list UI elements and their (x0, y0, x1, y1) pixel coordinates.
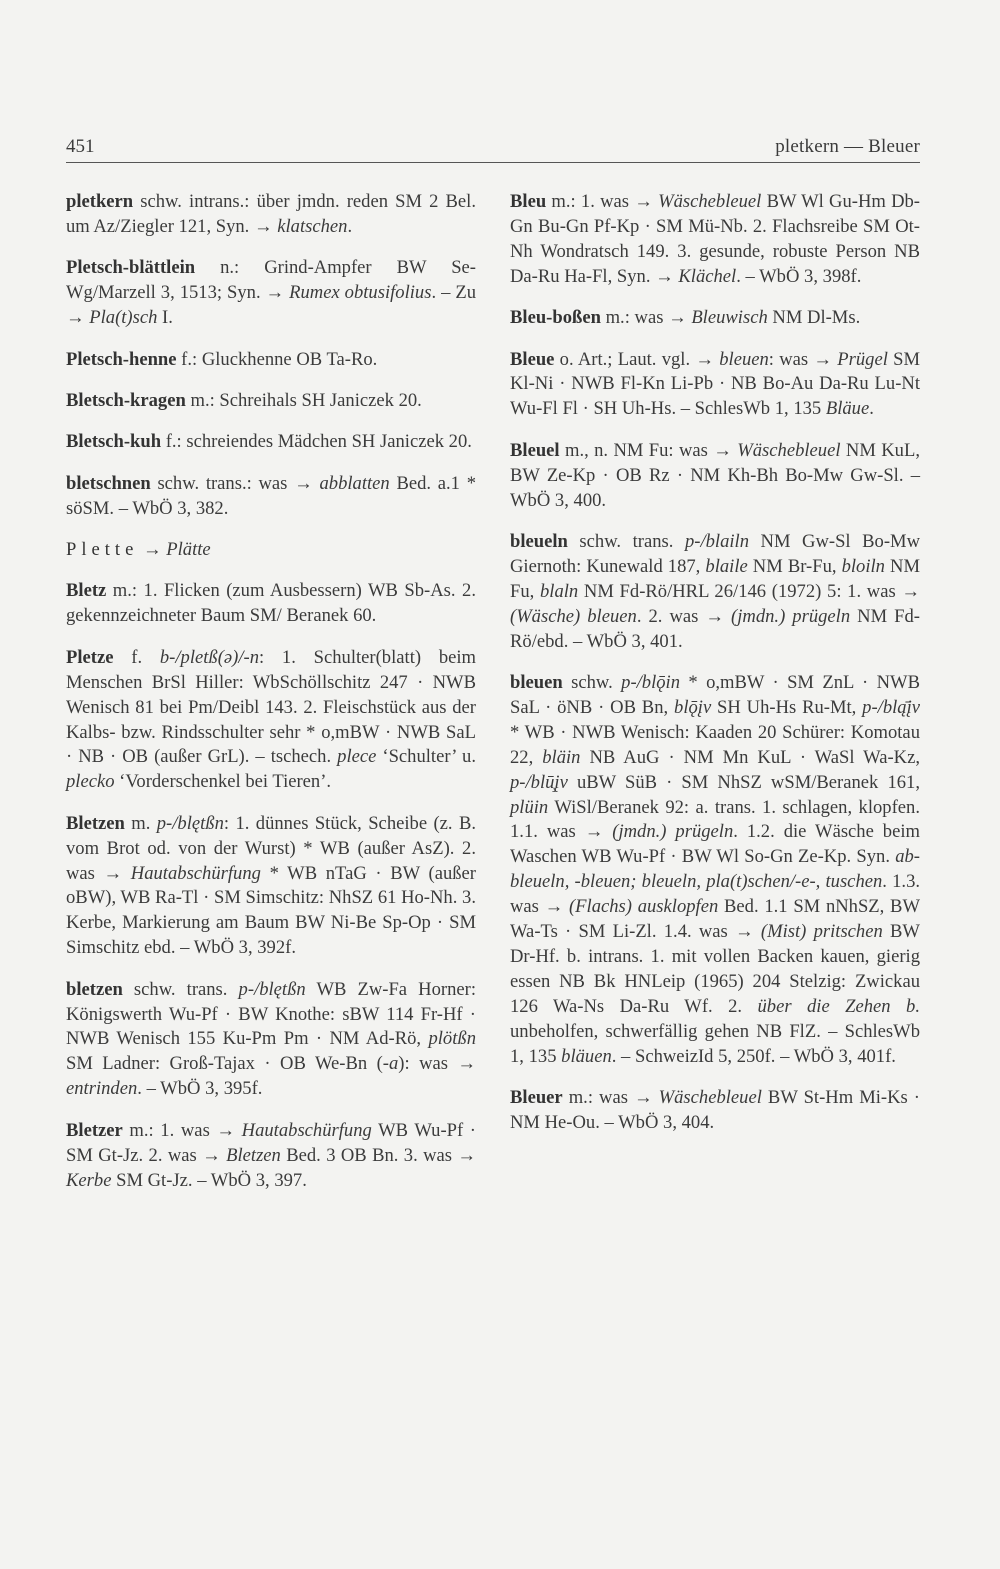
dictionary-entry (510, 530, 920, 655)
entry-text: SH Uh-Hs Ru-Mt, (711, 696, 863, 718)
entry-text: BW St-Hm Mi-Ks · NM He-Ou. – WbÖ 3, 404. (510, 1087, 920, 1133)
entry-lemma: Bleu (510, 191, 547, 212)
dictionary-entry (66, 812, 476, 961)
dictionary-entry (510, 348, 920, 423)
entry-text: m.: 1. was → (546, 191, 659, 212)
dictionary-entry (66, 348, 476, 373)
entry-lemma: pletkern (66, 191, 134, 212)
entry-text: NM Fd-Rö/HRL 26/146 (1972) 5: 1. was → (578, 580, 921, 602)
entry-text: Bed. 1.1 SM nNhSZ, BW Wa-Ts · SM Li-Zl. 1.4. was → (510, 896, 920, 943)
italic-term: Hautabschürfung (130, 862, 261, 884)
italic-term: Bleuwisch (691, 307, 768, 329)
dictionary-entry (66, 256, 476, 331)
entry-text: NM Fd-Rö/ebd. – WbÖ 3, 401. (510, 605, 920, 652)
entry-lemma: Bletzen (66, 812, 125, 834)
italic-term: Pla(t)sch (89, 307, 158, 329)
entry-lemma: Bleuel (510, 439, 560, 461)
italic-term: Plätte (166, 539, 211, 561)
italic-term: p-/blū̧įv (510, 771, 568, 793)
entry-lemma: Bletz (66, 580, 107, 602)
dictionary-entry (66, 538, 476, 563)
entry-text: o. Art.; Laut. vgl. → (554, 348, 720, 370)
right-column (510, 190, 920, 1152)
entry-text: : 1. Schulter(blatt) beim Menschen BrSl Hiller: WbSchöllschitz 247 · NWB Wenisch 81 bei Pm/Deibl 143. 2. Fleischstück aus der Kalbs- bzw. Rindsschulter sehr * o,mBW · NWB SaL · NB · OB (außer GrL). – tschech. (66, 646, 476, 768)
entry-text: schw. trans.: was → (150, 472, 320, 494)
entry-text: f.: schreiendes Mädchen SH Janiczek 20. (161, 431, 472, 453)
entry-lemma: Bletsch-kuh (66, 431, 162, 453)
entry-text: BW Wl Gu-Hm Db-Gn Bu-Gn Pf-Kp · SM Mü-Nb. 2. Flachsreibe SM Ot-Nh Wondratsch 149. 3. gesunde, robuste Person NB Da-Ru Ha-Fl, Syn. → (510, 191, 920, 287)
italic-term: Kerbe (66, 1169, 112, 1191)
entry-text: NM Br-Fu, (747, 555, 842, 577)
dictionary-entry (510, 306, 920, 331)
entry-text: NB AuG · NM Mn KuL · WaSl Wa-Kz, (580, 746, 921, 768)
entry-lemma: Bleuer (510, 1087, 563, 1108)
italic-term: p-/blǭin (621, 672, 681, 693)
dictionary-entry (66, 1119, 476, 1194)
entry-text: ): was → (398, 1053, 477, 1075)
entry-text: : was → (768, 348, 838, 370)
entry-text: WiSl/Beranek 92: a. trans. 1. schlagen, klopfen. 1.1. was → (510, 796, 920, 843)
entry-lemma: bletschnen (66, 472, 151, 494)
entry-lemma: bleuen (510, 672, 563, 693)
entry-text: . – WbÖ 3, 395f. (137, 1078, 263, 1100)
entry-text: NM Gw-Sl Bo-Mw Giernoth: Kunewald 187, (510, 530, 920, 577)
italic-term: p-/blętßn (156, 812, 224, 834)
entry-text: * o,mBW · SM ZnL · NWB SaL · öNB · OB Bn, (510, 672, 921, 718)
page-number: 451 (66, 136, 95, 157)
italic-term: p-/blailn (684, 530, 749, 552)
entry-lemma: Pletze (66, 646, 114, 668)
italic-term: Wäschebleuel (658, 1087, 762, 1108)
entry-text: SM Kl-Ni · NWB Fl-Kn Li-Pb · NB Bo-Au Da-Ru Lu-Nt Wu-Fl Fl · SH Uh-Hs. – SchlesWb 1, 135 (510, 348, 921, 420)
italic-term: blǭįv (674, 696, 712, 718)
italic-term: p-/blętßn (238, 978, 306, 1000)
entry-text: Bed. a.1 * söSM. – WbÖ 3, 382. (66, 472, 476, 519)
entry-text: * WB · NWB Wenisch: Kaaden 20 Schürer: Komotau 22, (510, 721, 920, 768)
entry-text: . – WbÖ 3, 398f. (736, 265, 862, 287)
header-rule (66, 162, 920, 163)
entry-text: m.: 1. was → (122, 1119, 242, 1141)
entry-text: → (138, 539, 167, 561)
italic-term: blaln (539, 580, 579, 602)
entry-text: WB Zw-Fa Horner: Königswerth Wu-Pf · BW Knothe: sBW 114 Fr-Hf · NWB Wenisch 155 Ku-Pm Pm · NM Ad-Rö, (66, 978, 476, 1050)
entry-text: ‘Schulter’ u. (376, 746, 476, 768)
italic-term: Bletzen (226, 1144, 281, 1166)
entry-text: Bed. 3 OB Bn. 3. was → (280, 1144, 476, 1166)
italic-term: (Mist) pritschen (760, 921, 883, 943)
dictionary-entry (510, 671, 920, 1070)
entry-text: . (347, 215, 353, 237)
entry-text: n.: Grind-Ampfer BW Se-Wg/Marzell 3, 1513; Syn. → (66, 257, 476, 304)
italic-term: p-/blą̄įv (862, 696, 921, 718)
page-header (66, 132, 920, 162)
dictionary-entry (66, 646, 476, 795)
entry-lemma: Bletsch-kragen (66, 389, 186, 411)
italic-term: Klächel (678, 265, 737, 287)
entry-text: unbeholfen, schwerfällig gehen NB FlZ. – SchlesWb 1, 135 (510, 1020, 920, 1067)
italic-term: plecko (66, 771, 115, 793)
entry-text: SM Gt-Jz. – WbÖ 3, 397. (111, 1169, 307, 1191)
entry-lemma: Bleu-boßen (510, 307, 601, 329)
entry-text: NM Fu, (510, 555, 921, 602)
italic-term: b-/pletß(ə)/-n (159, 646, 259, 668)
entry-lemma: Bleue (510, 348, 555, 370)
entry-text: SM Ladner: Groß-Tajax · OB We-Bn ( (66, 1053, 383, 1075)
entry-text: NM Dl-Ms. (767, 307, 861, 329)
entry-text: . 1.2. die Wäsche beim Waschen WB Wu-Pf · BW Wl So-Gn Ze-Kp. Syn. (510, 821, 920, 868)
italic-term: ab-bleueln, -bleuen; bleueln, pla(t)schen/-e-, tuschen (510, 846, 920, 893)
entry-text: m. (124, 812, 157, 834)
entry-text: . (869, 398, 874, 420)
italic-term: plötßn (428, 1028, 476, 1050)
italic-term: bloiln (841, 555, 885, 577)
entry-text: uBW SüB · SM NhSZ wSM/Beranek 161, (567, 771, 920, 793)
italic-term: Hautabschürfung (241, 1119, 372, 1141)
italic-term: plece (337, 746, 377, 768)
entry-lemma: bletzen (66, 978, 123, 1000)
entry-text: BW Dr-Hf. b. intrans. 1. mit vollen Backen kauen, gierig essen NB Bk HNLeip (1965) 204 Stelzig: Zwickau 126 Wa-Ns Da-Ru Wf. 2. (510, 921, 920, 1017)
italic-term: Wäschebleuel (737, 439, 841, 461)
entry-text: schw. (562, 672, 622, 693)
entry-text: m.: was → (600, 307, 692, 329)
entry-lemma: Bletzer (66, 1119, 123, 1141)
entry-text: . 2. was → (636, 605, 732, 627)
dictionary-entry (66, 472, 476, 522)
entry-text: f. (113, 646, 160, 668)
italic-term: (Flachs) ausklopfen (568, 896, 719, 918)
italic-term: bläuen (561, 1045, 612, 1067)
italic-term: abblatten (319, 472, 390, 494)
entry-text: schw. trans. (567, 530, 685, 552)
italic-term: bleuen (719, 348, 769, 370)
italic-term: bläin (542, 746, 581, 768)
entry-text: * WB nTaG · BW (außer oBW), WB Ra-Tl · SM Simschitz: NhSZ 61 Ho-Nh. 3. Kerbe, Markierung am Baum BW Ni-Be Sp-Op · SM Simschitz ebd. – WbÖ 3, 392f. (66, 862, 476, 959)
italic-term: blaile (705, 555, 748, 577)
dictionary-entry (66, 389, 476, 414)
entry-text: I. (157, 307, 173, 329)
italic-term: über die Zehen b. (757, 995, 920, 1017)
entry-text: WB Wu-Pf · SM Gt-Jz. 2. was → (66, 1119, 476, 1166)
italic-term: entrinden (66, 1078, 138, 1100)
dictionary-entry (510, 1086, 920, 1136)
entry-text: m.: 1. Flicken (zum Ausbessern) WB Sb-As. 2. gekennzeichneter Baum SM/ Beranek 60. (66, 580, 476, 627)
entry-lemma: Plette (66, 539, 139, 561)
entry-text: ‘Vorderschenkel bei Tieren’. (114, 771, 332, 793)
entry-text: m., n. NM Fu: was → (559, 439, 738, 461)
italic-term: Wäschebleuel (658, 191, 762, 212)
italic-term: Bläue (825, 398, 870, 420)
running-head: pletkern — Bleuer (775, 136, 920, 157)
entry-lemma: bleueln (510, 530, 568, 552)
italic-term: klatschen (277, 215, 348, 237)
italic-term: (Wäsche) bleuen (510, 605, 637, 627)
italic-term: Rumex obtusifolius (289, 282, 432, 304)
entry-text: m.: was → (562, 1087, 659, 1108)
entry-text: . – SchweizId 5, 250f. – WbÖ 3, 401f. (611, 1045, 896, 1067)
entry-text: NM KuL, BW Ze-Kp · OB Rz · NM Kh-Bh Bo-Mw Gw-Sl. – WbÖ 3, 400. (510, 439, 920, 511)
italic-term: plüin (510, 796, 549, 818)
entry-text: : 1. dünnes Stück, Scheibe (z. B. vom Brot od. von der Wurst) * WB (außer AsZ). 2. was → (66, 812, 476, 884)
dictionary-entry (66, 978, 476, 1103)
entry-text: schw. trans. (122, 978, 239, 1000)
entry-text: f.: Gluckhenne OB Ta-Ro. (176, 348, 378, 370)
dictionary-entry (510, 439, 920, 514)
entry-text: . – Zu → (66, 282, 476, 329)
entry-text: . 1.3. was → (510, 871, 921, 918)
entry-text: schw. intrans.: über jmdn. reden SM 2 Bel. um Az/Ziegler 121, Syn. → (66, 191, 476, 237)
dictionary-entry (66, 190, 476, 240)
italic-term: (jmdn.) prügeln (612, 821, 734, 843)
entry-lemma: Pletsch-henne (66, 348, 177, 370)
dictionary-entry (66, 579, 476, 629)
italic-term: -a (382, 1053, 399, 1075)
dictionary-entry (510, 190, 920, 290)
italic-term: Prügel (837, 348, 888, 370)
entry-text: m.: Schreihals SH Janiczek 20. (185, 389, 422, 411)
entry-lemma: Pletsch-blättlein (66, 257, 196, 279)
italic-term: (jmdn.) prügeln (731, 605, 851, 627)
left-column (66, 190, 476, 1210)
dictionary-entry (66, 430, 476, 455)
